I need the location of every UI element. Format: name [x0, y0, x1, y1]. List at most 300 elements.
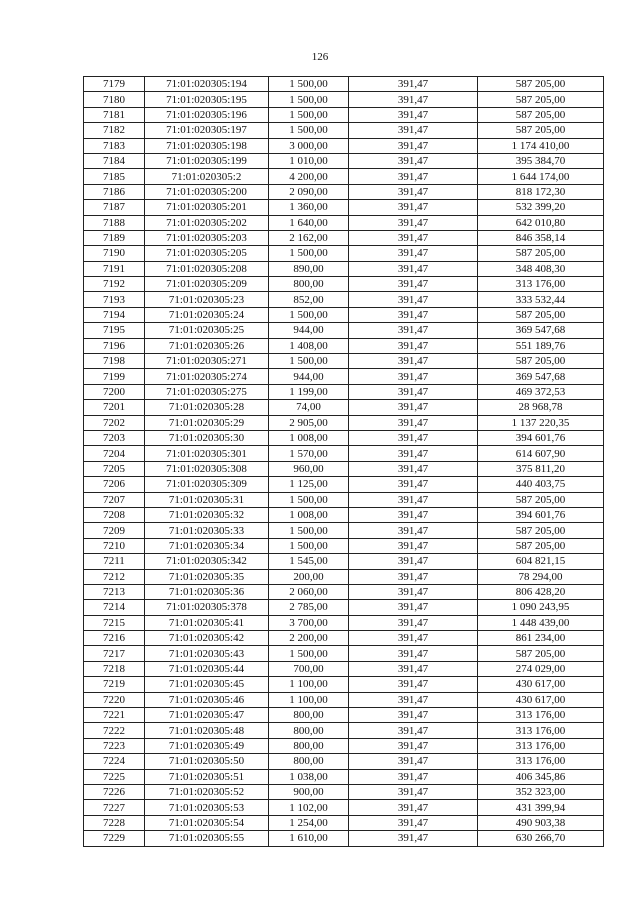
cadastral-number-cell: 71:01:020305:54 — [145, 815, 269, 830]
table-row — [84, 523, 604, 538]
area-cell: 1 500,00 — [269, 246, 349, 261]
row-number-cell: 7207 — [84, 492, 145, 507]
row-number-cell: 7196 — [84, 338, 145, 353]
area-cell: 1 500,00 — [269, 538, 349, 553]
value-cell: 430 617,00 — [478, 677, 604, 692]
value-cell: 587 205,00 — [478, 523, 604, 538]
row-number-cell: 7192 — [84, 277, 145, 292]
rate-cell: 391,47 — [349, 800, 478, 815]
cadastral-number-cell: 71:01:020305:35 — [145, 569, 269, 584]
table-row — [84, 261, 604, 276]
cadastral-number-cell: 71:01:020305:200 — [145, 184, 269, 199]
table-row — [84, 723, 604, 738]
area-cell: 1 500,00 — [269, 492, 349, 507]
cadastral-number-cell: 71:01:020305:209 — [145, 277, 269, 292]
value-cell: 313 176,00 — [478, 723, 604, 738]
cadastral-number-cell: 71:01:020305:42 — [145, 631, 269, 646]
table-row — [84, 415, 604, 430]
value-cell: 430 617,00 — [478, 692, 604, 707]
table-row — [84, 815, 604, 830]
value-cell: 369 547,68 — [478, 369, 604, 384]
table-row — [84, 92, 604, 107]
row-number-cell: 7184 — [84, 153, 145, 168]
cadastral-number-cell: 71:01:020305:274 — [145, 369, 269, 384]
table-row — [84, 307, 604, 322]
cadastral-number-cell: 71:01:020305:55 — [145, 831, 269, 846]
row-number-cell: 7179 — [84, 77, 145, 92]
row-number-cell: 7219 — [84, 677, 145, 692]
value-cell: 587 205,00 — [478, 77, 604, 92]
table-row — [84, 354, 604, 369]
cadastral-number-cell: 71:01:020305:25 — [145, 323, 269, 338]
area-cell: 1 008,00 — [269, 507, 349, 522]
value-cell: 1 137 220,35 — [478, 415, 604, 430]
value-cell: 1 448 439,00 — [478, 615, 604, 630]
area-cell: 1 125,00 — [269, 477, 349, 492]
rate-cell: 391,47 — [349, 677, 478, 692]
table-row — [84, 600, 604, 615]
cadastral-number-cell: 71:01:020305:36 — [145, 584, 269, 599]
rate-cell: 391,47 — [349, 384, 478, 399]
rate-cell: 391,47 — [349, 92, 478, 107]
row-number-cell: 7224 — [84, 754, 145, 769]
cadastral-number-cell: 71:01:020305:199 — [145, 153, 269, 168]
table-row — [84, 631, 604, 646]
value-cell: 1 174 410,00 — [478, 138, 604, 153]
value-cell: 313 176,00 — [478, 754, 604, 769]
rate-cell: 391,47 — [349, 107, 478, 122]
value-cell: 395 384,70 — [478, 153, 604, 168]
row-number-cell: 7218 — [84, 661, 145, 676]
value-cell: 431 399,94 — [478, 800, 604, 815]
area-cell: 3 700,00 — [269, 615, 349, 630]
rate-cell: 391,47 — [349, 307, 478, 322]
row-number-cell: 7215 — [84, 615, 145, 630]
row-number-cell: 7193 — [84, 292, 145, 307]
rate-cell: 391,47 — [349, 446, 478, 461]
value-cell: 642 010,80 — [478, 215, 604, 230]
table-row — [84, 215, 604, 230]
area-cell: 800,00 — [269, 708, 349, 723]
table-row — [84, 554, 604, 569]
table-row — [84, 615, 604, 630]
rate-cell: 391,47 — [349, 215, 478, 230]
area-cell: 800,00 — [269, 723, 349, 738]
area-cell: 1 500,00 — [269, 523, 349, 538]
cadastral-number-cell: 71:01:020305:46 — [145, 692, 269, 707]
row-number-cell: 7191 — [84, 261, 145, 276]
table-row — [84, 569, 604, 584]
value-cell: 587 205,00 — [478, 92, 604, 107]
value-cell: 587 205,00 — [478, 646, 604, 661]
cadastral-number-cell: 71:01:020305:309 — [145, 477, 269, 492]
rate-cell: 391,47 — [349, 584, 478, 599]
cadastral-number-cell: 71:01:020305:45 — [145, 677, 269, 692]
area-cell: 700,00 — [269, 661, 349, 676]
area-cell: 74,00 — [269, 400, 349, 415]
area-cell: 1 570,00 — [269, 446, 349, 461]
area-cell: 1 408,00 — [269, 338, 349, 353]
area-cell: 960,00 — [269, 461, 349, 476]
area-cell: 900,00 — [269, 784, 349, 799]
value-cell: 861 234,00 — [478, 631, 604, 646]
rate-cell: 391,47 — [349, 169, 478, 184]
table-row — [84, 692, 604, 707]
area-cell: 2 162,00 — [269, 230, 349, 245]
area-cell: 852,00 — [269, 292, 349, 307]
rate-cell: 391,47 — [349, 738, 478, 753]
value-cell: 394 601,76 — [478, 430, 604, 445]
area-cell: 1 500,00 — [269, 354, 349, 369]
table-row — [84, 446, 604, 461]
rate-cell: 391,47 — [349, 123, 478, 138]
row-number-cell: 7222 — [84, 723, 145, 738]
table-row — [84, 769, 604, 784]
area-cell: 800,00 — [269, 738, 349, 753]
value-cell: 587 205,00 — [478, 538, 604, 553]
row-number-cell: 7201 — [84, 400, 145, 415]
row-number-cell: 7198 — [84, 354, 145, 369]
cadastral-number-cell: 71:01:020305:202 — [145, 215, 269, 230]
cadastral-number-cell: 71:01:020305:49 — [145, 738, 269, 753]
cadastral-number-cell: 71:01:020305:53 — [145, 800, 269, 815]
cadastral-number-cell: 71:01:020305:275 — [145, 384, 269, 399]
table-row — [84, 677, 604, 692]
area-cell: 890,00 — [269, 261, 349, 276]
value-cell: 333 532,44 — [478, 292, 604, 307]
cadastral-number-cell: 71:01:020305:24 — [145, 307, 269, 322]
area-cell: 1 545,00 — [269, 554, 349, 569]
area-cell: 1 500,00 — [269, 77, 349, 92]
value-cell: 630 266,70 — [478, 831, 604, 846]
area-cell: 1 500,00 — [269, 92, 349, 107]
area-cell: 1 254,00 — [269, 815, 349, 830]
area-cell: 1 100,00 — [269, 677, 349, 692]
area-cell: 1 360,00 — [269, 200, 349, 215]
row-number-cell: 7227 — [84, 800, 145, 815]
rate-cell: 391,47 — [349, 200, 478, 215]
table-row — [84, 584, 604, 599]
row-number-cell: 7213 — [84, 584, 145, 599]
table-row — [84, 784, 604, 799]
value-cell: 551 189,76 — [478, 338, 604, 353]
table-row — [84, 461, 604, 476]
row-number-cell: 7180 — [84, 92, 145, 107]
rate-cell: 391,47 — [349, 261, 478, 276]
row-number-cell: 7210 — [84, 538, 145, 553]
cadastral-number-cell: 71:01:020305:29 — [145, 415, 269, 430]
value-cell: 274 029,00 — [478, 661, 604, 676]
cadastral-number-cell: 71:01:020305:28 — [145, 400, 269, 415]
cadastral-number-cell: 71:01:020305:44 — [145, 661, 269, 676]
table-row — [84, 323, 604, 338]
value-cell: 406 345,86 — [478, 769, 604, 784]
row-number-cell: 7183 — [84, 138, 145, 153]
row-number-cell: 7228 — [84, 815, 145, 830]
rate-cell: 391,47 — [349, 569, 478, 584]
rate-cell: 391,47 — [349, 138, 478, 153]
rate-cell: 391,47 — [349, 769, 478, 784]
area-cell: 4 200,00 — [269, 169, 349, 184]
cadastral-number-cell: 71:01:020305:32 — [145, 507, 269, 522]
table-row — [84, 230, 604, 245]
row-number-cell: 7187 — [84, 200, 145, 215]
rate-cell: 391,47 — [349, 338, 478, 353]
table-row — [84, 123, 604, 138]
value-cell: 587 205,00 — [478, 307, 604, 322]
row-number-cell: 7195 — [84, 323, 145, 338]
table-row — [84, 200, 604, 215]
rate-cell: 391,47 — [349, 708, 478, 723]
table-row — [84, 246, 604, 261]
rate-cell: 391,47 — [349, 831, 478, 846]
cadastral-number-cell: 71:01:020305:205 — [145, 246, 269, 261]
rate-cell: 391,47 — [349, 661, 478, 676]
table-row — [84, 400, 604, 415]
cadastral-number-cell: 71:01:020305:43 — [145, 646, 269, 661]
value-cell: 78 294,00 — [478, 569, 604, 584]
rate-cell: 391,47 — [349, 600, 478, 615]
table-row — [84, 661, 604, 676]
area-cell: 1 640,00 — [269, 215, 349, 230]
cadastral-number-cell: 71:01:020305:201 — [145, 200, 269, 215]
table-row — [84, 507, 604, 522]
rate-cell: 391,47 — [349, 492, 478, 507]
row-number-cell: 7188 — [84, 215, 145, 230]
value-cell: 313 176,00 — [478, 708, 604, 723]
cadastral-number-cell: 71:01:020305:48 — [145, 723, 269, 738]
row-number-cell: 7223 — [84, 738, 145, 753]
rate-cell: 391,47 — [349, 184, 478, 199]
value-cell: 587 205,00 — [478, 107, 604, 122]
row-number-cell: 7202 — [84, 415, 145, 430]
cadastral-number-cell: 71:01:020305:194 — [145, 77, 269, 92]
row-number-cell: 7225 — [84, 769, 145, 784]
area-cell: 2 200,00 — [269, 631, 349, 646]
row-number-cell: 7208 — [84, 507, 145, 522]
row-number-cell: 7229 — [84, 831, 145, 846]
value-cell: 587 205,00 — [478, 123, 604, 138]
cadastral-number-cell: 71:01:020305:41 — [145, 615, 269, 630]
table-row — [84, 169, 604, 184]
value-cell: 1 090 243,95 — [478, 600, 604, 615]
area-cell: 3 000,00 — [269, 138, 349, 153]
cadastral-number-cell: 71:01:020305:30 — [145, 430, 269, 445]
row-number-cell: 7205 — [84, 461, 145, 476]
value-cell: 587 205,00 — [478, 354, 604, 369]
value-cell: 313 176,00 — [478, 738, 604, 753]
rate-cell: 391,47 — [349, 523, 478, 538]
area-cell: 944,00 — [269, 323, 349, 338]
area-cell: 1 500,00 — [269, 123, 349, 138]
area-cell: 1 102,00 — [269, 800, 349, 815]
cadastral-number-cell: 71:01:020305:378 — [145, 600, 269, 615]
rate-cell: 391,47 — [349, 461, 478, 476]
value-cell: 846 358,14 — [478, 230, 604, 245]
value-cell: 614 607,90 — [478, 446, 604, 461]
area-cell: 1 038,00 — [269, 769, 349, 784]
area-cell: 2 090,00 — [269, 184, 349, 199]
table-body — [84, 77, 604, 847]
cadastral-number-cell: 71:01:020305:271 — [145, 354, 269, 369]
row-number-cell: 7221 — [84, 708, 145, 723]
value-cell: 375 811,20 — [478, 461, 604, 476]
row-number-cell: 7200 — [84, 384, 145, 399]
area-cell: 2 060,00 — [269, 584, 349, 599]
cadastral-number-cell: 71:01:020305:52 — [145, 784, 269, 799]
cadastral-number-cell: 71:01:020305:33 — [145, 523, 269, 538]
table-row — [84, 369, 604, 384]
rate-cell: 391,47 — [349, 615, 478, 630]
row-number-cell: 7194 — [84, 307, 145, 322]
cadastral-number-cell: 71:01:020305:23 — [145, 292, 269, 307]
row-number-cell: 7226 — [84, 784, 145, 799]
rate-cell: 391,47 — [349, 507, 478, 522]
rate-cell: 391,47 — [349, 554, 478, 569]
area-cell: 1 500,00 — [269, 107, 349, 122]
table-row — [84, 738, 604, 753]
table-row — [84, 338, 604, 353]
table-row — [84, 153, 604, 168]
cadastral-number-cell: 71:01:020305:47 — [145, 708, 269, 723]
value-cell: 28 968,78 — [478, 400, 604, 415]
cadastral-number-cell: 71:01:020305:51 — [145, 769, 269, 784]
area-cell: 1 500,00 — [269, 646, 349, 661]
table-row — [84, 277, 604, 292]
area-cell: 1 008,00 — [269, 430, 349, 445]
cadastral-number-cell: 71:01:020305:26 — [145, 338, 269, 353]
rate-cell: 391,47 — [349, 784, 478, 799]
cadastral-number-cell: 71:01:020305:308 — [145, 461, 269, 476]
rate-cell: 391,47 — [349, 153, 478, 168]
table-row — [84, 430, 604, 445]
value-cell: 587 205,00 — [478, 246, 604, 261]
area-cell: 1 100,00 — [269, 692, 349, 707]
table-row — [84, 646, 604, 661]
page-number: 126 — [311, 51, 329, 63]
rate-cell: 391,47 — [349, 369, 478, 384]
rate-cell: 391,47 — [349, 477, 478, 492]
table-row — [84, 77, 604, 92]
cadastral-number-cell: 71:01:020305:2 — [145, 169, 269, 184]
table-row — [84, 184, 604, 199]
table-row — [84, 384, 604, 399]
row-number-cell: 7185 — [84, 169, 145, 184]
value-cell: 469 372,53 — [478, 384, 604, 399]
rate-cell: 391,47 — [349, 815, 478, 830]
value-cell: 532 399,20 — [478, 200, 604, 215]
area-cell: 800,00 — [269, 754, 349, 769]
cadastral-number-cell: 71:01:020305:34 — [145, 538, 269, 553]
area-cell: 1 500,00 — [269, 307, 349, 322]
value-cell: 352 323,00 — [478, 784, 604, 799]
value-cell: 806 428,20 — [478, 584, 604, 599]
data-table — [83, 76, 604, 847]
row-number-cell: 7204 — [84, 446, 145, 461]
value-cell: 348 408,30 — [478, 261, 604, 276]
cadastral-number-cell: 71:01:020305:342 — [145, 554, 269, 569]
row-number-cell: 7199 — [84, 369, 145, 384]
area-cell: 1 010,00 — [269, 153, 349, 168]
rate-cell: 391,47 — [349, 77, 478, 92]
row-number-cell: 7189 — [84, 230, 145, 245]
cadastral-number-cell: 71:01:020305:196 — [145, 107, 269, 122]
area-cell: 1 199,00 — [269, 384, 349, 399]
cadastral-number-cell: 71:01:020305:31 — [145, 492, 269, 507]
rate-cell: 391,47 — [349, 400, 478, 415]
area-cell: 200,00 — [269, 569, 349, 584]
table-row — [84, 538, 604, 553]
table-row — [84, 754, 604, 769]
area-cell: 2 905,00 — [269, 415, 349, 430]
table-row — [84, 138, 604, 153]
table-row — [84, 831, 604, 846]
cadastral-number-cell: 71:01:020305:301 — [145, 446, 269, 461]
row-number-cell: 7209 — [84, 523, 145, 538]
row-number-cell: 7190 — [84, 246, 145, 261]
rate-cell: 391,47 — [349, 723, 478, 738]
row-number-cell: 7216 — [84, 631, 145, 646]
row-number-cell: 7181 — [84, 107, 145, 122]
rate-cell: 391,47 — [349, 292, 478, 307]
rate-cell: 391,47 — [349, 430, 478, 445]
row-number-cell: 7220 — [84, 692, 145, 707]
rate-cell: 391,47 — [349, 277, 478, 292]
rate-cell: 391,47 — [349, 246, 478, 261]
rate-cell: 391,47 — [349, 646, 478, 661]
area-cell: 2 785,00 — [269, 600, 349, 615]
area-cell: 944,00 — [269, 369, 349, 384]
cadastral-number-cell: 71:01:020305:198 — [145, 138, 269, 153]
area-cell: 800,00 — [269, 277, 349, 292]
value-cell: 818 172,30 — [478, 184, 604, 199]
row-number-cell: 7212 — [84, 569, 145, 584]
rate-cell: 391,47 — [349, 754, 478, 769]
value-cell: 490 903,38 — [478, 815, 604, 830]
table-row — [84, 107, 604, 122]
value-cell: 604 821,15 — [478, 554, 604, 569]
row-number-cell: 7206 — [84, 477, 145, 492]
row-number-cell: 7203 — [84, 430, 145, 445]
value-cell: 1 644 174,00 — [478, 169, 604, 184]
cadastral-number-cell: 71:01:020305:197 — [145, 123, 269, 138]
cadastral-number-cell: 71:01:020305:50 — [145, 754, 269, 769]
table-row — [84, 492, 604, 507]
table-row — [84, 708, 604, 723]
table-row — [84, 800, 604, 815]
rate-cell: 391,47 — [349, 631, 478, 646]
table-row — [84, 292, 604, 307]
cadastral-number-cell: 71:01:020305:195 — [145, 92, 269, 107]
table-row — [84, 477, 604, 492]
rate-cell: 391,47 — [349, 230, 478, 245]
rate-cell: 391,47 — [349, 692, 478, 707]
row-number-cell: 7217 — [84, 646, 145, 661]
rate-cell: 391,47 — [349, 538, 478, 553]
row-number-cell: 7211 — [84, 554, 145, 569]
value-cell: 313 176,00 — [478, 277, 604, 292]
value-cell: 440 403,75 — [478, 477, 604, 492]
rate-cell: 391,47 — [349, 323, 478, 338]
value-cell: 394 601,76 — [478, 507, 604, 522]
cadastral-number-cell: 71:01:020305:208 — [145, 261, 269, 276]
rate-cell: 391,47 — [349, 415, 478, 430]
area-cell: 1 610,00 — [269, 831, 349, 846]
rate-cell: 391,47 — [349, 354, 478, 369]
value-cell: 369 547,68 — [478, 323, 604, 338]
value-cell: 587 205,00 — [478, 492, 604, 507]
row-number-cell: 7186 — [84, 184, 145, 199]
